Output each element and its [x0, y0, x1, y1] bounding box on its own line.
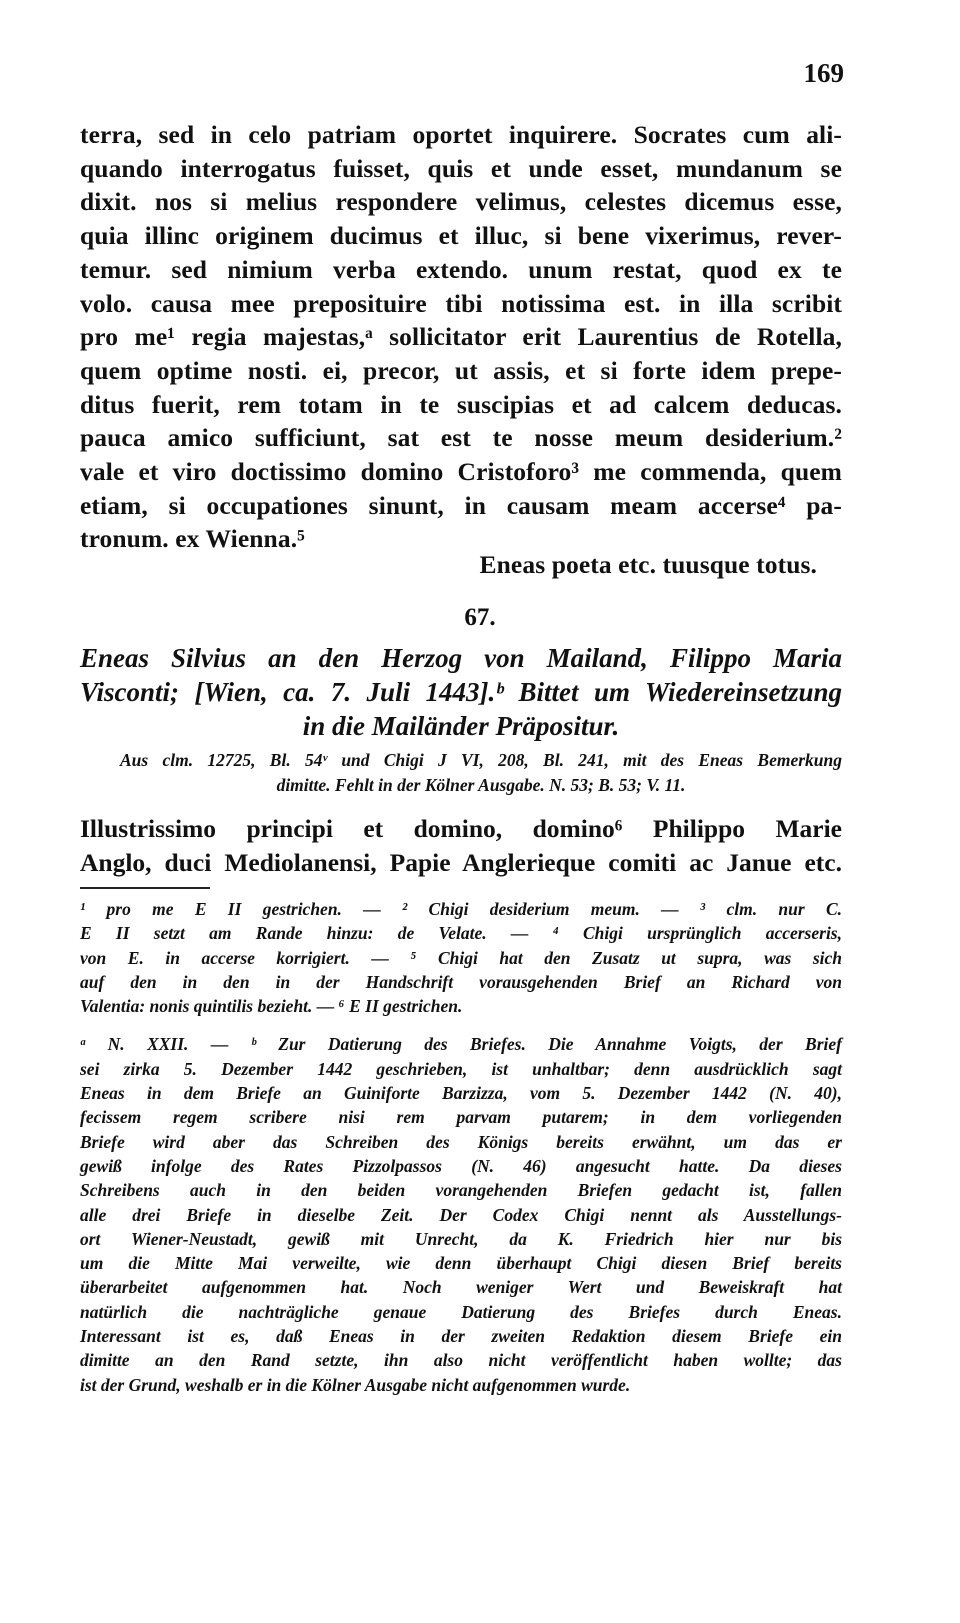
footnote-divider — [80, 887, 210, 889]
footnote-line: Valentia: nonis quintilis bezieht. — ⁶ E II gestrichen. — [80, 996, 463, 1017]
body-line: dixit. nos si melius respondere velimus, celestes dicemus esse, — [80, 187, 842, 217]
body-line: quia illinc originem ducimus et illuc, si bene vixerimus, rever- — [80, 221, 842, 251]
document-number: 67. — [464, 604, 496, 631]
footnote-line: dimitte an den Rand setzte, ihn also nicht veröffentlicht haben wollte; das — [80, 1350, 842, 1371]
footnote-line: alle drei Briefe in dieselbe Zeit. Der Codex Chigi nennt als Ausstellungs- — [80, 1204, 842, 1225]
footnote-line: ist der Grund, weshalb er in die Kölner Ausgabe nicht aufgenommen wurde. — [80, 1374, 631, 1395]
footnote-line: auf den in den in der Handschrift vorausgehenden Brief an Richard von — [80, 971, 842, 992]
body-line: tronum. ex Wienna.⁵ — [80, 524, 305, 554]
salutation-line: Illustrissimo principi et domino, domino⁶ Philippo Marie — [80, 814, 842, 843]
footnote-line: ᵃ N. XXII. — ᵇ Zur Datierung des Briefes. Die Annahme Voigts, der Brief — [80, 1034, 842, 1055]
body-line: ditus fuerit, rem totam in te suscipias et ad calcem deducas. — [80, 389, 842, 419]
body-line: volo. causa mee preposituire tibi notissima est. in illa scribit — [80, 288, 842, 318]
letter-heading — [80, 641, 842, 743]
footnote-line: um die Mitte Mai verweilte, wie denn überhaupt Chigi diesen Brief bereits — [80, 1253, 842, 1274]
heading-line: Eneas Silvius an den Herzog von Mailand, Filippo Maria — [80, 643, 842, 673]
source-note — [120, 748, 842, 798]
footnote-line: ¹ pro me E II gestrichen. — ² Chigi desiderium meum. — ³ clm. nur C. — [80, 899, 842, 919]
body-line: terra, sed in celo patriam oportet inquirere. Socrates cum ali- — [80, 120, 842, 149]
body-line: quem optime nosti. ei, precor, ut assis, et si forte idem prepe- — [80, 355, 842, 385]
heading-line: in die Mailänder Präpositur. — [302, 711, 620, 741]
footnotes — [80, 897, 842, 1397]
salutation-line: Anglo, duci Mediolanensi, Papie Anglerieque comiti ac Janue etc. — [80, 848, 842, 877]
footnote-line: fecissem regem scribere nisi rem parvam putarem; in dem vorliegenden — [80, 1107, 842, 1128]
signature: Eneas poeta etc. tuusque totus. — [479, 550, 817, 580]
footnote-line: sei zirka 5. Dezember 1442 geschrieben, ist unhaltbar; denn ausdrücklich sagt — [80, 1058, 842, 1079]
footnote-line: E II setzt am Rande hinzu: de Velate. — ⁴ Chigi ursprünglich accerseris, — [80, 923, 842, 944]
page-number: 169 — [803, 58, 844, 88]
body-line: pauca amico sufficiunt, sat est te nosse meum desiderium.² — [80, 423, 842, 453]
body-line: temur. sed nimium verba extendo. unum restat, quod ex te — [80, 254, 842, 284]
footnote-gap — [80, 1018, 842, 1032]
footnote-line: Briefe wird aber das Schreiben des Königs bereits erwähnt, um das er — [80, 1131, 842, 1152]
source-line: Aus clm. 12725, Bl. 54ᵛ und Chigi J VI, 208, Bl. 241, mit des Eneas Bemerkung — [120, 750, 842, 770]
footnote-line: überarbeitet aufgenommen hat. Noch weniger Wert und Beweiskraft hat — [80, 1277, 842, 1298]
heading-line: Visconti; [Wien, ca. 7. Juli 1443].ᵇ Bittet um Wiedereinsetzung — [80, 677, 842, 707]
footnote-line: Eneas in dem Briefe an Guiniforte Barzizza, vom 5. Dezember 1442 (N. 40), — [80, 1083, 842, 1104]
salutation — [80, 812, 842, 880]
body-line: etiam, si occupationes sinunt, in causam meam accerse⁴ pa- — [80, 490, 842, 520]
body-line: vale et viro doctissimo domino Cristoforo³ me commenda, quem — [80, 457, 842, 487]
source-line: dimitte. Fehlt in der Kölner Ausgabe. N. 53; B. 53; V. 11. — [276, 775, 686, 795]
body-line: quando interrogatus fuisset, quis et unde esset, mundanum se — [80, 153, 842, 183]
footnote-line: gewiß infolge des Rates Pizzolpassos (N. 46) angesucht hatte. Da dieses — [80, 1155, 842, 1176]
body-line: pro me¹ regia majestas,ᵃ sollicitator erit Laurentius de Rotella, — [80, 322, 842, 352]
footnote-line: natürlich die nachträgliche genaue Datierung des Briefes durch Eneas. — [80, 1301, 842, 1322]
footnote-line: ort Wiener-Neustadt, gewiß mit Unrecht, da K. Friedrich hier nur bis — [80, 1228, 842, 1249]
footnote-line: von E. in accerse korrigiert. — ⁵ Chigi hat den Zusatz ut supra, was sich — [80, 947, 842, 968]
footnote-line: Interessant ist es, daß Eneas in der zweiten Redaktion diesem Briefe ein — [80, 1326, 842, 1347]
footnote-line: Schreibens auch in den beiden vorangehenden Briefen gedacht ist, fallen — [80, 1180, 842, 1201]
letter-body — [80, 118, 842, 582]
